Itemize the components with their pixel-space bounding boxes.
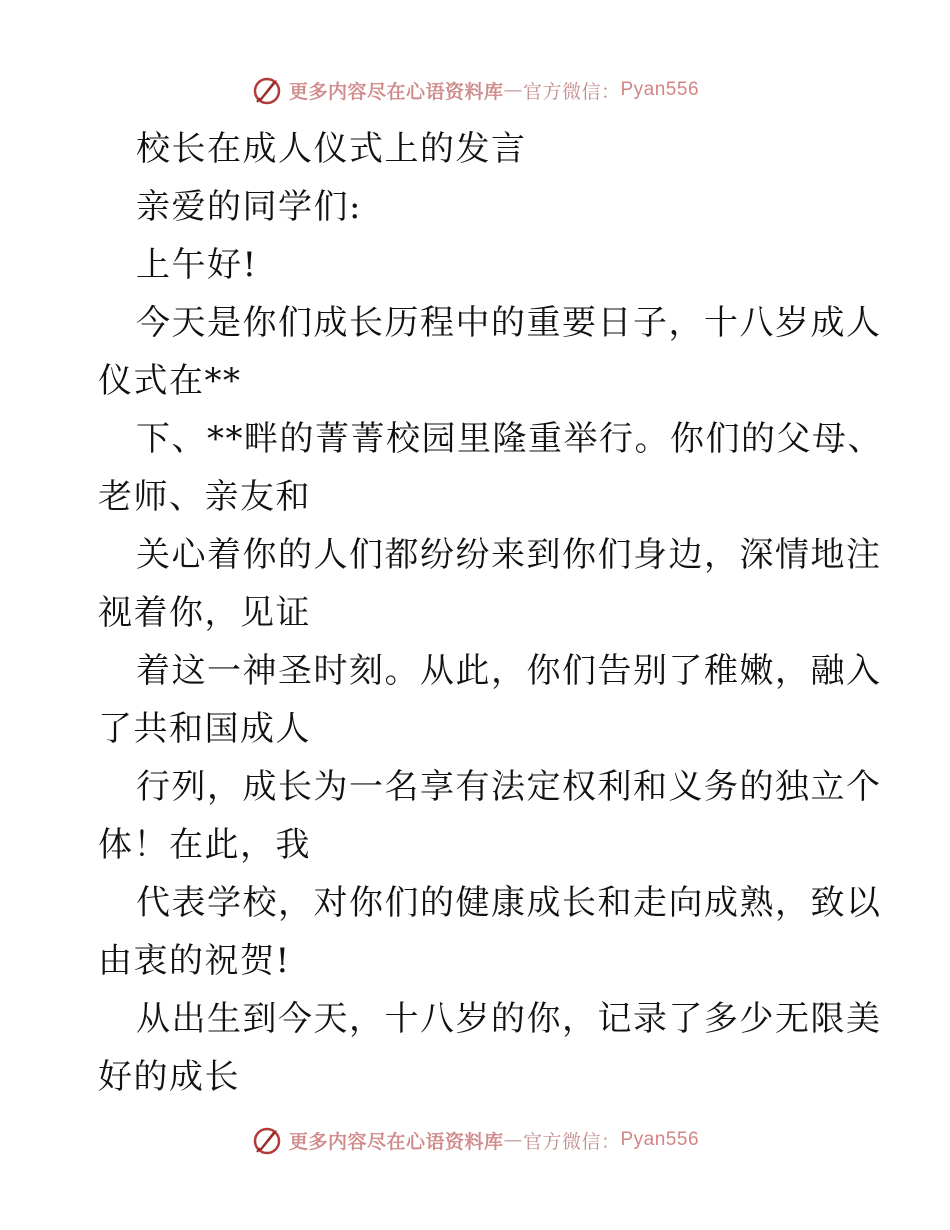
- watermark-dash: —: [503, 1129, 523, 1151]
- watermark-wechat-id: Pyan556: [620, 79, 700, 100]
- watermark-wechat-label: 官方微信：: [522, 1130, 621, 1153]
- document-title: 校长在成人仪式上的发言: [136, 129, 527, 169]
- paragraph-line: 视着你，见证: [98, 593, 311, 633]
- paragraph-line: 代表学校，对你们的健康成长和走向成熟，致以: [136, 883, 882, 923]
- header-watermark: [0, 70, 950, 110]
- paragraph-line: 今天是你们成长历程中的重要日子，十八岁成人: [136, 303, 882, 343]
- paragraph-line: 由衷的祝贺!: [98, 941, 291, 981]
- watermark-wechat-label: 官方微信：: [522, 80, 621, 103]
- quill-pen-logo-icon: [251, 1124, 283, 1156]
- paragraph-line: 着这一神圣时刻。从此，你们告别了稚嫩，融入: [136, 651, 882, 691]
- paragraph-line: 从出生到今天，十八岁的你，记录了多少无限美: [136, 999, 882, 1039]
- paragraph-line: 好的成长: [98, 1057, 240, 1097]
- document-body: [98, 120, 883, 1106]
- watermark-main-text: 更多内容尽在心语资料库: [288, 1130, 504, 1153]
- greeting: 上午好!: [136, 245, 258, 285]
- paragraph-line: 仪式在**: [98, 361, 242, 401]
- paragraph-line: 下、**畔的菁菁校园里隆重举行。你们的父母、: [136, 419, 883, 459]
- paragraph-line: 关心着你的人们都纷纷来到你们身边，深情地注: [136, 535, 882, 575]
- watermark-dash: —: [503, 79, 523, 101]
- paragraph-line: 体！在此，我: [98, 825, 311, 865]
- salutation: 亲爱的同学们:: [136, 187, 362, 227]
- paragraph-line: 行列，成长为一名享有法定权利和义务的独立个: [136, 767, 882, 807]
- paragraph-line: 了共和国成人: [98, 709, 311, 749]
- paragraph-line: 老师、亲友和: [98, 477, 311, 517]
- quill-pen-logo-icon: [251, 74, 283, 106]
- watermark-wechat-id: Pyan556: [620, 1129, 700, 1150]
- footer-watermark: [0, 1120, 950, 1160]
- watermark-main-text: 更多内容尽在心语资料库: [288, 80, 504, 103]
